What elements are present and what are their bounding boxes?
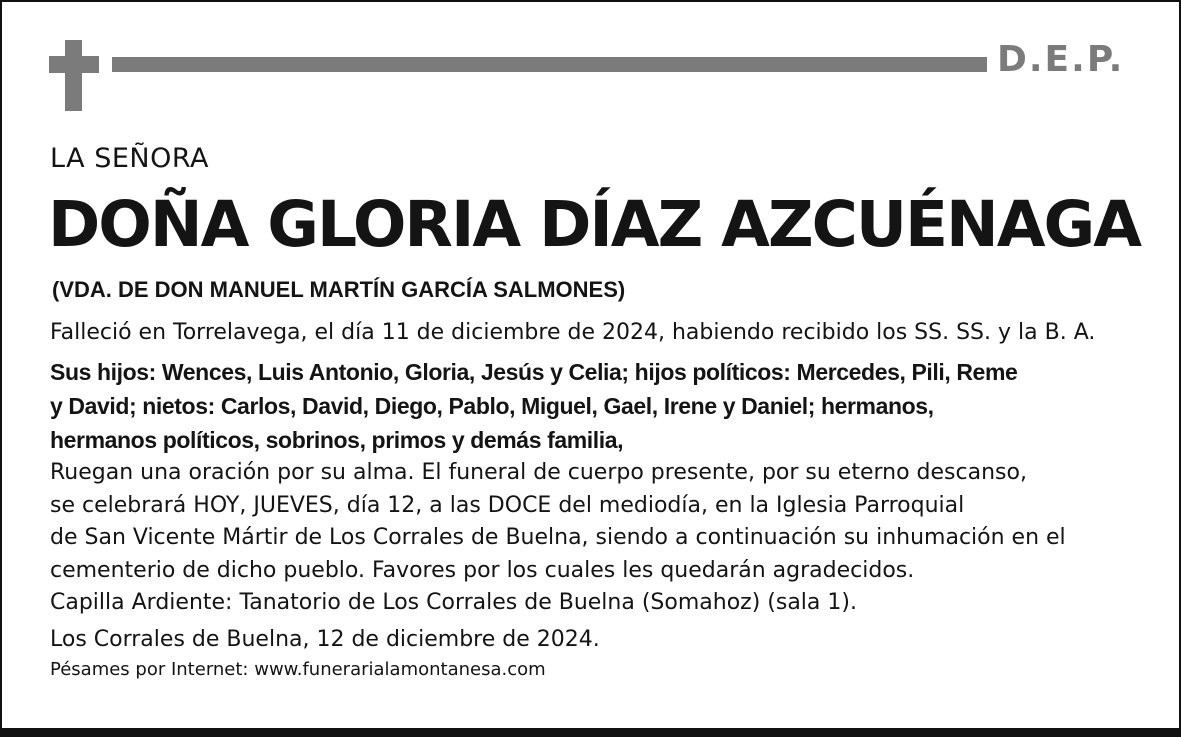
funeral-line: se celebrará HOY, JUEVES, día 12, a las DOCE del mediodía, en la Iglesia Parroquial: [50, 492, 965, 518]
cross-horizontal-bar: [49, 56, 99, 73]
condolences-line: Pésames por Internet: www.funerarialamontanesa.com: [50, 659, 546, 680]
header-rule: [112, 57, 987, 72]
death-notice: Falleció en Torrelavega, el día 11 de diciembre de 2024, habiendo recibido los SS. SS. y la B. A.: [50, 320, 1096, 345]
place-date: Los Corrales de Buelna, 12 de diciembre de 2024.: [50, 627, 600, 652]
dep-label: D.E.P.: [997, 39, 1125, 80]
funeral-line: de San Vicente Mártir de Los Corrales de Buelna, siendo a continuación su inhumación en el: [50, 525, 1066, 550]
family-line: hermanos políticos, sobrinos, primos y demás familia,: [50, 427, 624, 453]
deceased-name: DOÑA GLORIA DÍAZ AZCUÉNAGA: [48, 188, 1140, 261]
widow-of-line: (VDA. DE DON MANUEL MARTÍN GARCÍA SALMONES): [52, 277, 626, 302]
funeral-line: cementerio de dicho pueblo. Favores por los cuales les quedarán agradecidos.: [50, 557, 915, 583]
intro-label: LA SEÑORA: [50, 143, 209, 174]
family-line: y David; nietos: Carlos, David, Diego, Pablo, Miguel, Gael, Irene y Daniel; hermanos,: [50, 393, 934, 419]
funeral-paragraph: [50, 457, 1066, 620]
chapel-line: Capilla Ardiente: Tanatorio de Los Corrales de Buelna (Somahoz) (sala 1).: [50, 590, 857, 615]
family-paragraph: [50, 355, 1017, 457]
funeral-line: Ruegan una oración por su alma. El funeral de cuerpo presente, por su eterno descanso,: [50, 460, 1027, 485]
family-line: Sus hijos: Wences, Luis Antonio, Gloria, Jesús y Celia; hijos políticos: Mercedes, Pili, Reme: [50, 359, 1018, 385]
cross-vertical-bar: [65, 40, 82, 111]
